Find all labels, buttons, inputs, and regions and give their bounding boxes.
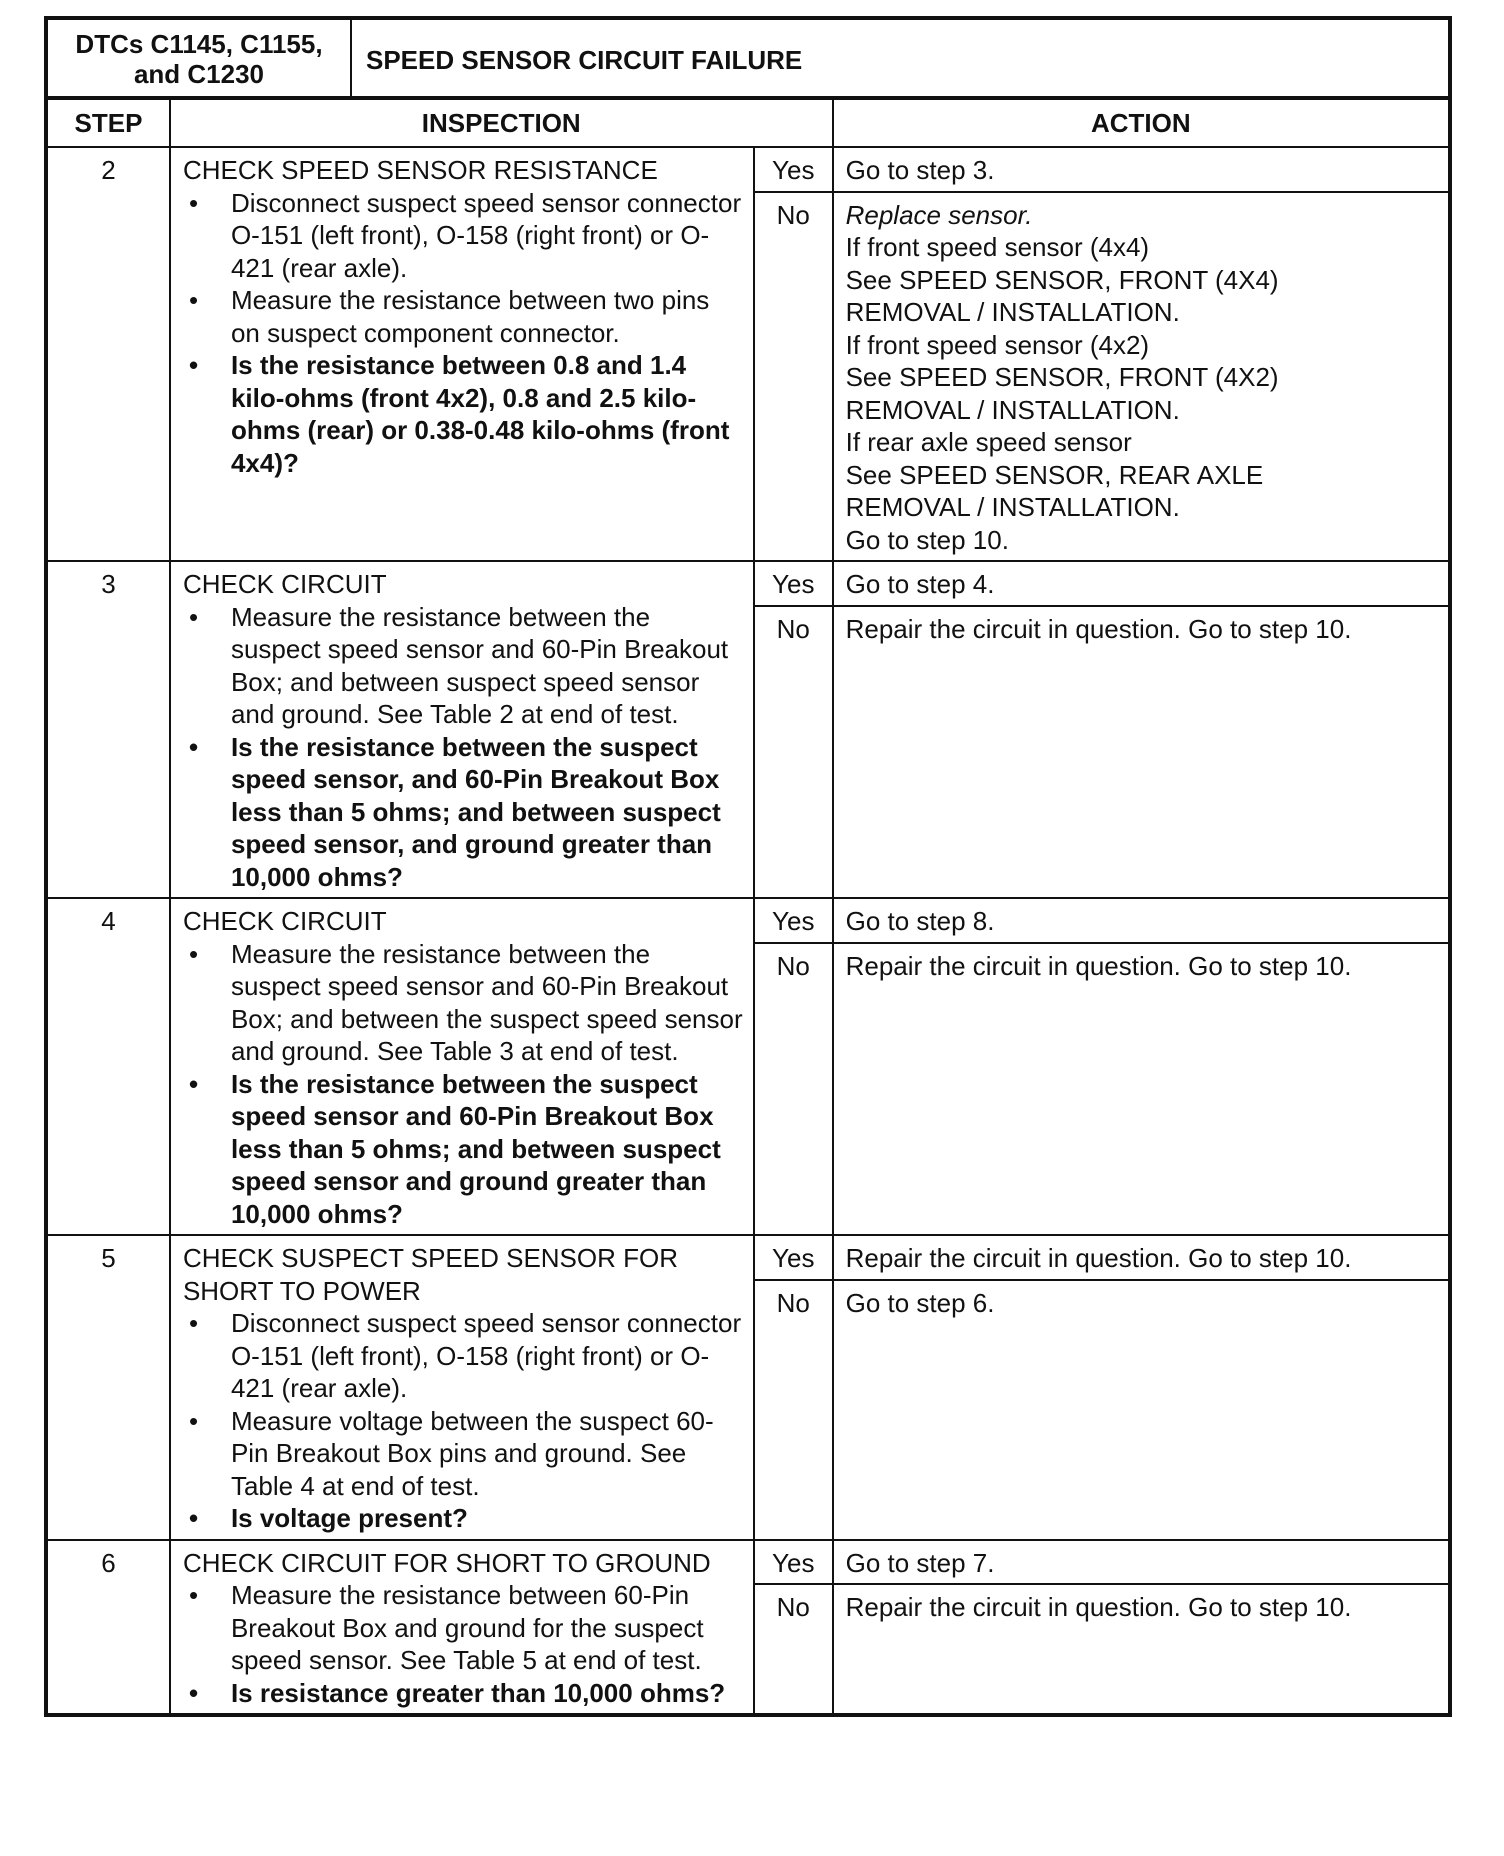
yes-action: Go to step 8. (833, 898, 1450, 943)
action-line: Go to step 10. (845, 524, 1009, 555)
dtc-title-block (44, 16, 1452, 96)
yes-label: Yes (754, 898, 833, 943)
step-number: 6 (46, 1540, 170, 1716)
action-line: If rear axle speed sensor (845, 427, 1132, 457)
inspection-cell (170, 898, 754, 1235)
column-header-action: ACTION (833, 98, 1450, 147)
action-line: REMOVAL / INSTALLATION. (845, 297, 1180, 327)
column-header-step: STEP (46, 98, 170, 147)
inspection-question: • Is resistance greater than 10,000 ohms? (183, 1677, 745, 1710)
inspection-bullets (183, 187, 745, 480)
no-label: No (754, 1584, 833, 1715)
no-label: No (754, 1280, 833, 1540)
inspection-heading: CHECK CIRCUIT (182, 569, 387, 599)
step-number: 2 (46, 147, 170, 561)
action-line: REMOVAL / INSTALLATION. (845, 492, 1180, 522)
inspection-question: • Is the resistance between the suspect speed sensor and 60-Pin Breakout Box less than 5 ohms; and between suspect speed sensor and ground greater than 10,000 ohms? (183, 1068, 745, 1231)
dtc-codes (48, 20, 352, 96)
dtc-codes-line-2: and C1230 (133, 59, 265, 89)
table-row-step-2-yes (46, 147, 1450, 192)
inspection-question: • Is the resistance between 0.8 and 1.4 kilo-ohms (front 4x2), 0.8 and 2.5 kilo-ohms (rear) or 0.38-0.48 kilo-ohms (front 4x4)? (183, 349, 745, 479)
step-number: 5 (46, 1235, 170, 1540)
inspection-bullets (183, 601, 745, 894)
inspection-bullets (183, 938, 745, 1231)
inspection-cell (170, 1540, 754, 1716)
diagnostic-table (44, 96, 1452, 1717)
inspection-bullets (183, 1579, 745, 1709)
yes-label: Yes (754, 561, 833, 606)
action-line: Replace sensor. (845, 199, 1033, 230)
bullet-item: • Measure the resistance between the suspect speed sensor and 60-Pin Breakout Box; and between the suspect speed sensor and ground. See Table 3 at end of test. (183, 938, 745, 1068)
inspection-heading: CHECK CIRCUIT (182, 906, 387, 936)
no-action (833, 192, 1450, 562)
yes-action: Go to step 3. (833, 147, 1450, 192)
bullet-item: • Measure voltage between the suspect 60-Pin Breakout Box pins and ground. See Table 4 at end of test. (183, 1405, 745, 1503)
yes-label: Yes (754, 1235, 833, 1280)
yes-action: Go to step 4. (833, 561, 1450, 606)
inspection-bullets (183, 1307, 745, 1535)
action-line: If front speed sensor (4x2) (845, 329, 1150, 360)
table-row-step-5-yes (46, 1235, 1450, 1280)
bullet-item: • Measure the resistance between 60-Pin Breakout Box and ground for the suspect speed sensor. See Table 5 at end of test. (183, 1579, 745, 1677)
diagnostic-procedure-page (44, 16, 1452, 1717)
action-line: REMOVAL / INSTALLATION. (845, 394, 1180, 425)
dtc-title: SPEED SENSOR CIRCUIT FAILURE (366, 44, 803, 75)
step-number: 3 (46, 561, 170, 898)
inspection-heading: CHECK SUSPECT SPEED SENSOR FOR SHORT TO POWER (182, 1243, 679, 1306)
yes-label: Yes (754, 147, 833, 192)
column-header-row (46, 98, 1450, 147)
inspection-question: • Is voltage present? (183, 1502, 745, 1535)
inspection-cell (170, 147, 754, 561)
no-label: No (754, 606, 833, 899)
inspection-question: • Is the resistance between the suspect speed sensor, and 60-Pin Breakout Box less than 5 ohms; and between suspect speed sensor, and ground greater than 10,000 ohms? (183, 731, 745, 894)
no-action: Repair the circuit in question. Go to step 10. (833, 943, 1450, 1236)
inspection-cell (170, 1235, 754, 1540)
action-line: See SPEED SENSOR, REAR AXLE (845, 459, 1264, 490)
action-line: See SPEED SENSOR, FRONT (4X2) (845, 362, 1279, 392)
step-number: 4 (46, 898, 170, 1235)
no-action: Repair the circuit in question. Go to step 10. (833, 606, 1450, 899)
inspection-heading: CHECK SPEED SENSOR RESISTANCE (182, 155, 658, 185)
yes-action: Go to step 7. (833, 1540, 1450, 1585)
table-row-step-6-yes (46, 1540, 1450, 1585)
inspection-heading: CHECK CIRCUIT FOR SHORT TO GROUND (182, 1547, 711, 1578)
bullet-item: • Disconnect suspect speed sensor connector O-151 (left front), O-158 (right front) or O-421 (rear axle). (183, 187, 745, 285)
no-label: No (754, 192, 833, 562)
action-line: See SPEED SENSOR, FRONT (4X4) (845, 264, 1279, 295)
action-line: If front speed sensor (4x4) (845, 232, 1150, 262)
yes-action: Repair the circuit in question. Go to step 10. (833, 1235, 1450, 1280)
no-action: Go to step 6. (833, 1280, 1450, 1540)
table-row-step-4-yes (46, 898, 1450, 943)
yes-label: Yes (754, 1540, 833, 1585)
table-row-step-3-yes (46, 561, 1450, 606)
inspection-cell (170, 561, 754, 898)
no-action: Repair the circuit in question. Go to step 10. (833, 1584, 1450, 1715)
bullet-item: • Measure the resistance between the suspect speed sensor and 60-Pin Breakout Box; and between suspect speed sensor and ground. See Table 2 at end of test. (183, 601, 745, 731)
column-header-inspection: INSPECTION (170, 98, 833, 147)
no-label: No (754, 943, 833, 1236)
dtc-codes-line-1: DTCs C1145, C1155, (75, 29, 323, 59)
bullet-item: • Disconnect suspect speed sensor connector O-151 (left front), O-158 (right front) or O-421 (rear axle). (183, 1307, 745, 1405)
bullet-item: • Measure the resistance between two pins on suspect component connector. (183, 284, 745, 349)
